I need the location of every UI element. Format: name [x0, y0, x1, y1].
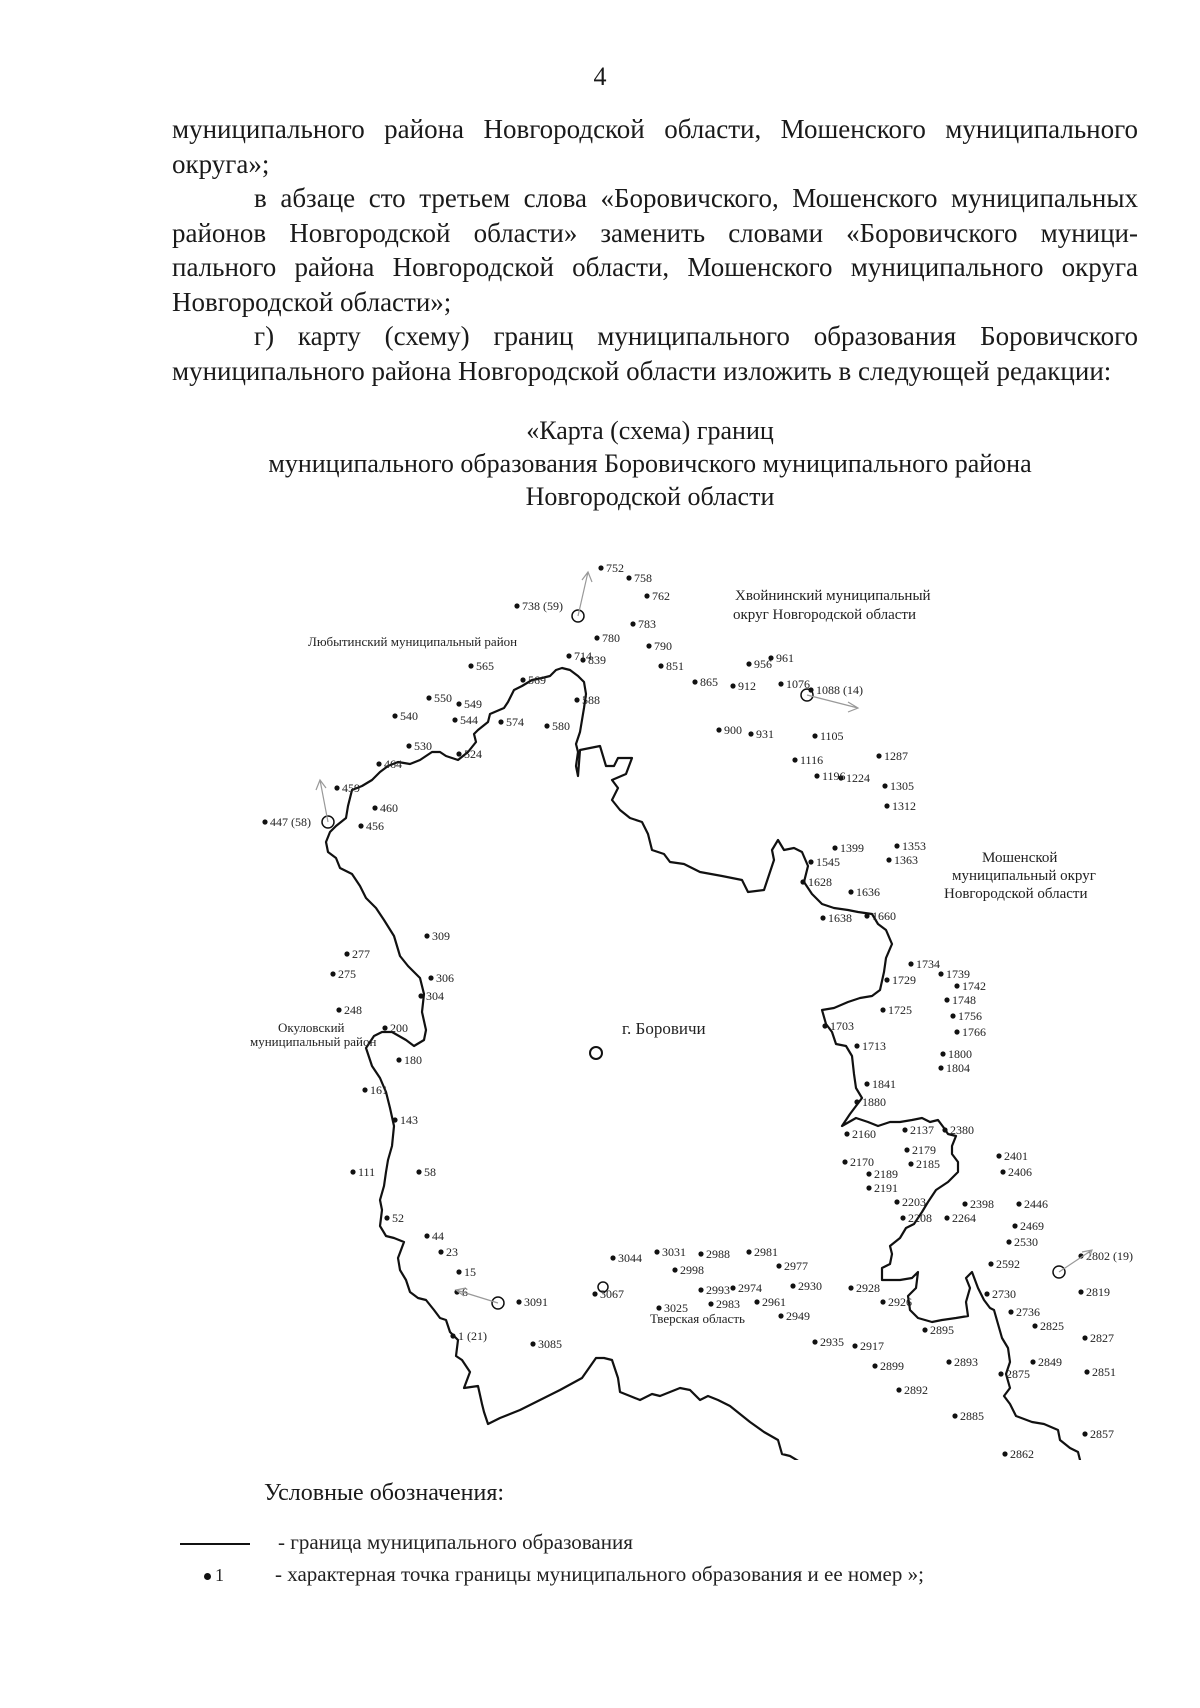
boundary-point-label: 200	[390, 1021, 408, 1035]
boundary-point-label: 931	[756, 727, 774, 741]
paragraph-1: муниципального района Новгородской области, Мошенского муниципального округа»;	[172, 114, 1138, 179]
boundary-point-dot	[842, 1159, 847, 1164]
boundary-point-dot	[812, 1339, 817, 1344]
boundary-point-dot	[516, 1299, 521, 1304]
boundary-point-label: 1088 (14)	[816, 683, 863, 697]
boundary-point-dot	[746, 1249, 751, 1254]
boundary-point-dot	[864, 913, 869, 918]
city-marker-icon	[590, 1047, 602, 1059]
boundary-point-label: 2264	[952, 1211, 976, 1225]
boundary-point-label: 2137	[910, 1123, 934, 1137]
boundary-point-label: 574	[506, 715, 524, 729]
boundary-point-dot	[1082, 1335, 1087, 1340]
legend-title: Условные обозначения:	[264, 1480, 505, 1506]
boundary-point-dot	[654, 1249, 659, 1254]
boundary-point-dot	[854, 1099, 859, 1104]
boundary-point-label: 1756	[958, 1009, 982, 1023]
boundary-point-dot	[428, 975, 433, 980]
boundary-point-label: 1116	[800, 753, 824, 767]
boundary-point-label: 2189	[874, 1167, 898, 1181]
boundary-point-label: 111	[358, 1165, 376, 1179]
boundary-point-dot	[864, 1081, 869, 1086]
boundary-point-dot	[566, 653, 571, 658]
boundary-point-dot	[852, 1343, 857, 1348]
boundary-point-label: 2179	[912, 1143, 936, 1157]
boundary-point-dot	[392, 713, 397, 718]
boundary-point-dot	[904, 1147, 909, 1152]
boundary-point-label: 2988	[706, 1247, 730, 1261]
boundary-point-dot	[922, 1327, 927, 1332]
boundary-point-label: 2825	[1040, 1319, 1064, 1333]
boundary-point-dot	[984, 1291, 989, 1296]
map-title	[0, 414, 1200, 513]
region-label-moshenskoy-2: муниципальный округ	[952, 868, 1096, 884]
boundary-point-label: 2926	[888, 1295, 912, 1309]
boundary-point-label: 1742	[962, 979, 986, 993]
boundary-point-dot	[392, 1117, 397, 1122]
boundary-point-label: 2736	[1016, 1305, 1040, 1319]
boundary-point-label: 1076	[786, 677, 810, 691]
boundary-point-dot	[776, 1263, 781, 1268]
map-title-line-2: муниципального образования Боровичского муниципального района	[268, 449, 1032, 478]
boundary-point-label: 2203	[902, 1195, 926, 1209]
boundary-point-label: 1729	[892, 973, 916, 987]
boundary-point-dot	[334, 785, 339, 790]
boundary-point-label: 15	[464, 1265, 476, 1279]
boundary-point-label: 1880	[862, 1095, 886, 1109]
boundary-point-dot	[574, 697, 579, 702]
boundary-point-label: 1545	[816, 855, 840, 869]
boundary-point-label: 2208	[908, 1211, 932, 1225]
boundary-point-dot	[730, 683, 735, 688]
boundary-point-dot	[384, 1215, 389, 1220]
arrow-icon	[578, 572, 592, 616]
region-label-okulovsky-1: Окуловский	[278, 1020, 345, 1035]
boundary-point-dot	[778, 1313, 783, 1318]
boundary-point-label: 530	[414, 739, 432, 753]
region-label-khvoyninsky-1: Хвойнинский муниципальный	[735, 588, 931, 604]
legend-point-number: 1	[215, 1565, 224, 1585]
boundary-point-label: 3091	[524, 1295, 548, 1309]
boundary-point-label: 275	[338, 967, 356, 981]
boundary-point-label: 2730	[992, 1287, 1016, 1301]
boundary-point-label: 1 (21)	[458, 1329, 487, 1343]
boundary-point-dot	[630, 621, 635, 626]
boundary-point-label: 1713	[862, 1039, 886, 1053]
boundary-point-label: 2592	[996, 1257, 1020, 1271]
boundary-point-label: 1399	[840, 841, 864, 855]
boundary-point-label: 3044	[618, 1251, 642, 1265]
boundary-point-dot	[716, 727, 721, 732]
boundary-point-dot	[426, 695, 431, 700]
boundary-point-label: 738 (59)	[522, 599, 563, 613]
boundary-point-dot	[456, 701, 461, 706]
junction-markers	[322, 610, 1065, 1309]
boundary-point-dot	[626, 575, 631, 580]
boundary-point-dot	[962, 1201, 967, 1206]
boundary-point-label: 2981	[754, 1245, 778, 1259]
boundary-point-label: 714	[574, 649, 592, 663]
boundary-point-label: 2893	[954, 1355, 978, 1369]
boundary-point-dot	[938, 971, 943, 976]
boundary-point-label: 2406	[1008, 1165, 1032, 1179]
region-label-khvoyninsky-2: округ Новгородской области	[733, 607, 916, 623]
boundary-point-dot	[372, 805, 377, 810]
boundary-point-label: 306	[436, 971, 454, 985]
region-label-lyubytinsky: Любытинский муниципальный район	[308, 634, 518, 649]
boundary-point-dot	[748, 731, 753, 736]
boundary-point-dot	[900, 1215, 905, 1220]
boundary-point-label: 277	[352, 947, 370, 961]
boundary-point-label: 464	[384, 757, 402, 771]
boundary-point-label: 569	[528, 673, 546, 687]
boundary-point-dot	[812, 733, 817, 738]
legend-boundary-text: - граница муниципального образования	[278, 1530, 633, 1554]
boundary-point-dot	[672, 1267, 677, 1272]
boundary-point-label: 3067	[600, 1287, 624, 1301]
boundary-point-label: 550	[434, 691, 452, 705]
boundary-point-dot	[1030, 1359, 1035, 1364]
boundary-point-dot	[866, 1171, 871, 1176]
boundary-point-label: 865	[700, 675, 718, 689]
boundary-point-dot	[808, 859, 813, 864]
region-label-tverskaya: Тверская область	[650, 1311, 745, 1326]
boundary-point-label: 2819	[1086, 1285, 1110, 1299]
map-title-line-1: «Карта (схема) границ	[526, 416, 774, 445]
boundary-point-label: 2398	[970, 1197, 994, 1211]
boundary-point-label: 2928	[856, 1281, 880, 1295]
boundary-point-label: 1105	[820, 729, 844, 743]
region-label-moshenskoy-1: Мошенской	[982, 850, 1058, 866]
boundary-point-label: 459	[342, 781, 360, 795]
boundary-point-label: 783	[638, 617, 656, 631]
boundary-point-label: 839	[588, 653, 606, 667]
boundary-point-dot	[424, 933, 429, 938]
boundary-point-label: 3031	[662, 1245, 686, 1259]
boundary-point-dot	[954, 1029, 959, 1034]
boundary-point-dot	[438, 1249, 443, 1254]
boundary-point-dot	[698, 1287, 703, 1292]
boundary-point-label: 2401	[1004, 1149, 1028, 1163]
boundary-point-label: 762	[652, 589, 670, 603]
boundary-point-dot	[844, 1131, 849, 1136]
boundary-point-dot	[456, 751, 461, 756]
body-text	[172, 112, 1138, 388]
boundary-point-dot	[848, 889, 853, 894]
boundary-point-dot	[884, 977, 889, 982]
boundary-point-label: 23	[446, 1245, 458, 1259]
legend-boundary-row	[180, 1530, 633, 1555]
boundary-point-dot	[884, 803, 889, 808]
boundary-point-dot	[698, 1251, 703, 1256]
boundary-point-label: 2892	[904, 1383, 928, 1397]
boundary-point-dot	[498, 719, 503, 724]
boundary-point-label: 956	[754, 657, 772, 671]
boundary-point-label: 1725	[888, 1003, 912, 1017]
boundary-point-dot	[944, 1215, 949, 1220]
boundary-point-label: 580	[552, 719, 570, 733]
boundary-point-dot	[594, 635, 599, 640]
boundary-point-label: 1636	[856, 885, 880, 899]
boundary-point-label: 143	[400, 1113, 418, 1127]
boundary-point-label: 248	[344, 1003, 362, 1017]
boundary-point-dot	[950, 1013, 955, 1018]
boundary-point-label: 2885	[960, 1409, 984, 1423]
boundary-point-label: 544	[460, 713, 478, 727]
boundary-point-label: 2899	[880, 1359, 904, 1373]
boundary-point-label: 456	[366, 819, 384, 833]
boundary-point-dot	[1078, 1289, 1083, 1294]
boundary-point-label: 961	[776, 651, 794, 665]
boundary-point-label: 1739	[946, 967, 970, 981]
boundary-point-label: 2446	[1024, 1197, 1048, 1211]
boundary-point-label: 2857	[1090, 1427, 1114, 1441]
boundary-point-dot	[1016, 1201, 1021, 1206]
boundary-point-dot	[902, 1127, 907, 1132]
boundary-point-dot	[872, 1363, 877, 1368]
boundary-point-label: 3085	[538, 1337, 562, 1351]
boundary-point-dot	[598, 565, 603, 570]
boundary-point-label: 900	[724, 723, 742, 737]
boundary-point-dot	[376, 761, 381, 766]
boundary-point-label: 1748	[952, 993, 976, 1007]
boundary-point-dot	[746, 661, 751, 666]
boundary-point-dot	[344, 951, 349, 956]
boundary-point-dot	[938, 1065, 943, 1070]
boundary-point-label: 2895	[930, 1323, 954, 1337]
boundary-map	[0, 540, 1200, 1460]
boundary-point-label: 1841	[872, 1077, 896, 1091]
boundary-point-label: 2185	[916, 1157, 940, 1171]
boundary-point-label: 1703	[830, 1019, 854, 1033]
boundary-point-dot	[814, 773, 819, 778]
boundary-point-dot	[1012, 1223, 1017, 1228]
boundary-point-dot	[790, 1283, 795, 1288]
boundary-point-label: 447 (58)	[270, 815, 311, 829]
boundary-point-label: 304	[426, 989, 444, 1003]
boundary-point-dot	[944, 997, 949, 1002]
boundary-point-label: 1305	[890, 779, 914, 793]
boundary-point-dot	[988, 1261, 993, 1266]
boundary-point-label: 52	[392, 1211, 404, 1225]
boundary-point-dot	[530, 1341, 535, 1346]
paragraph-2: в абзаце сто третьем слова «Боровичского, Мошенского муниципальных районов Новгородской области» заменить словами «Боровичского муници-пального района Новгородской области, Мошенского муниципального округа Новгородской области»;	[172, 183, 1138, 317]
boundary-point-dot	[882, 783, 887, 788]
boundary-point-label: 2930	[798, 1279, 822, 1293]
boundary-point-label: 2949	[786, 1309, 810, 1323]
legend-point-icon	[204, 1573, 211, 1580]
map-title-line-3: Новгородской области	[525, 482, 775, 511]
region-label-okulovsky-2: муниципальный район	[250, 1034, 377, 1049]
city-label: г. Боровичи	[622, 1019, 706, 1038]
boundary-point-label: 1353	[902, 839, 926, 853]
boundary-point-dot	[520, 677, 525, 682]
boundary-point-label: 2380	[950, 1123, 974, 1137]
boundary-point-dot	[880, 1007, 885, 1012]
boundary-point-label: 1363	[894, 853, 918, 867]
boundary-point-dot	[1000, 1169, 1005, 1174]
boundary-point-dot	[396, 1057, 401, 1062]
boundary-point-dot	[610, 1255, 615, 1260]
boundary-point-dot	[998, 1371, 1003, 1376]
boundary-point-dot	[1008, 1309, 1013, 1314]
paragraph-3: г) карту (схему) границ муниципального образования Боровичского муниципального района Новгородской области изложить в следующей редакции:	[172, 321, 1138, 386]
boundary-point-dot	[592, 1291, 597, 1296]
boundary-point-dot	[820, 915, 825, 920]
boundary-point-label: 912	[738, 679, 756, 693]
boundary-point-dot	[894, 843, 899, 848]
boundary-point-label: 1224	[846, 771, 870, 785]
boundary-point-dot	[778, 681, 783, 686]
boundary-point-label: 6	[462, 1285, 468, 1299]
boundary-point-label: 2170	[850, 1155, 874, 1169]
boundary-point-dot	[692, 679, 697, 684]
boundary-point-dot	[876, 753, 881, 758]
boundary-point-label: 2530	[1014, 1235, 1038, 1249]
boundary-point-dot	[996, 1153, 1001, 1158]
boundary-point-dot	[336, 1007, 341, 1012]
boundary-point-label: 180	[404, 1053, 422, 1067]
boundary-point-label: 524	[464, 747, 482, 761]
boundary-point-dot	[644, 593, 649, 598]
boundary-point-label: 2827	[1090, 1331, 1114, 1345]
boundary-point-dot	[792, 757, 797, 762]
boundary-point-dot	[418, 993, 423, 998]
boundary-point-dot	[708, 1301, 713, 1306]
boundary-point-label: 588	[582, 693, 600, 707]
boundary-point-dot	[952, 1413, 957, 1418]
boundary-point-label: 1287	[884, 749, 908, 763]
boundary-point-dot	[800, 879, 805, 884]
boundary-point-dot	[646, 643, 651, 648]
boundary-point-label: 1312	[892, 799, 916, 813]
boundary-point-dot	[908, 961, 913, 966]
boundary-point-label: 2961	[762, 1295, 786, 1309]
boundary-point-dot	[822, 1023, 827, 1028]
boundary-point-label: 2851	[1092, 1365, 1116, 1379]
boundary-point-dot	[358, 823, 363, 828]
boundary-point-label: 565	[476, 659, 494, 673]
boundary-point-dot	[1002, 1451, 1007, 1456]
boundary-point-dot	[456, 1269, 461, 1274]
boundary-point-label: 2802 (19)	[1086, 1249, 1133, 1263]
boundary-point-dot	[416, 1169, 421, 1174]
boundary-point-label: 2983	[716, 1297, 740, 1311]
boundary-point-label: 2862	[1010, 1447, 1034, 1460]
boundary-point-label: 540	[400, 709, 418, 723]
boundary-point-dot	[424, 1233, 429, 1238]
boundary-point-label: 549	[464, 697, 482, 711]
region-label-moshenskoy-3: Новгородской области	[944, 886, 1088, 902]
legend-line-icon	[180, 1543, 250, 1545]
boundary-point-label: 790	[654, 639, 672, 653]
boundary-point-dot	[658, 663, 663, 668]
boundary-point-dot	[362, 1087, 367, 1092]
boundary-point-label: 1638	[828, 911, 852, 925]
boundary-point-label: 2917	[860, 1339, 884, 1353]
boundary-point-dot	[832, 845, 837, 850]
boundary-point-label: 460	[380, 801, 398, 815]
boundary-point-label: 58	[424, 1165, 436, 1179]
boundary-point-label: 1766	[962, 1025, 986, 1039]
arrow-icon	[807, 695, 858, 712]
boundary-point-label: 2935	[820, 1335, 844, 1349]
boundary-point-label: 1804	[946, 1061, 970, 1075]
boundary-point-dot	[754, 1299, 759, 1304]
boundary-point-dot	[854, 1043, 859, 1048]
boundary-point-dot	[954, 983, 959, 988]
boundary-point-label: 161	[370, 1083, 388, 1097]
boundary-point-dot	[330, 971, 335, 976]
boundary-point-dot	[946, 1359, 951, 1364]
boundary-point-dot	[1006, 1239, 1011, 1244]
boundary-point-label: 851	[666, 659, 684, 673]
boundary-point-label: 2974	[738, 1281, 762, 1295]
boundary-point-label: 1800	[948, 1047, 972, 1061]
boundary-point-dot	[468, 663, 473, 668]
boundary-point-label: 758	[634, 571, 652, 585]
boundary-point-dot	[886, 857, 891, 862]
boundary-point-dot	[866, 1185, 871, 1190]
boundary-point-label: 2160	[852, 1127, 876, 1141]
boundary-point-dot	[450, 1333, 455, 1338]
boundary-point-label: 3025	[664, 1301, 688, 1315]
boundary-point-label: 780	[602, 631, 620, 645]
boundary-point-dot	[406, 743, 411, 748]
boundary-point-dot	[908, 1161, 913, 1166]
arrow-icon	[316, 780, 328, 822]
boundary-point-dot	[350, 1169, 355, 1174]
boundary-point-dot	[1084, 1369, 1089, 1374]
boundary-point-label: 1196	[822, 769, 846, 783]
boundary-point-label: 309	[432, 929, 450, 943]
legend-point-row	[180, 1562, 924, 1587]
boundary-point-dot	[848, 1285, 853, 1290]
boundary-point-dot	[894, 1199, 899, 1204]
boundary-point-label: 1734	[916, 957, 940, 971]
boundary-point-label: 1628	[808, 875, 832, 889]
boundary-point-dot	[514, 603, 519, 608]
boundary-point-dot	[656, 1305, 661, 1310]
boundary-point-dot	[942, 1127, 947, 1132]
boundary-point-label: 44	[432, 1229, 444, 1243]
boundary-point-dot	[940, 1051, 945, 1056]
boundary-point-label: 2977	[784, 1259, 808, 1273]
boundary-point-dot	[730, 1285, 735, 1290]
boundary-point-label: 2993	[706, 1283, 730, 1297]
boundary-point-dot	[262, 819, 267, 824]
boundary-point-dot	[452, 717, 457, 722]
boundary-point-label: 1660	[872, 909, 896, 923]
page-number: 4	[593, 62, 607, 91]
boundary-point-dot	[544, 723, 549, 728]
boundary-point-label: 2469	[1020, 1219, 1044, 1233]
boundary-point-dot	[1082, 1431, 1087, 1436]
boundary-point-dot	[896, 1387, 901, 1392]
boundary-point-label: 2875	[1006, 1367, 1030, 1381]
boundary-point-label: 2998	[680, 1263, 704, 1277]
boundary-point-dot	[1032, 1323, 1037, 1328]
boundary-point-label: 2191	[874, 1181, 898, 1195]
boundary-point-label: 752	[606, 561, 624, 575]
boundary-point-label: 2849	[1038, 1355, 1062, 1369]
legend-point-text: - характерная точка границы муниципального образования и ее номер »;	[275, 1562, 924, 1586]
boundary-point-dot	[382, 1025, 387, 1030]
boundary-point-dot	[880, 1299, 885, 1304]
